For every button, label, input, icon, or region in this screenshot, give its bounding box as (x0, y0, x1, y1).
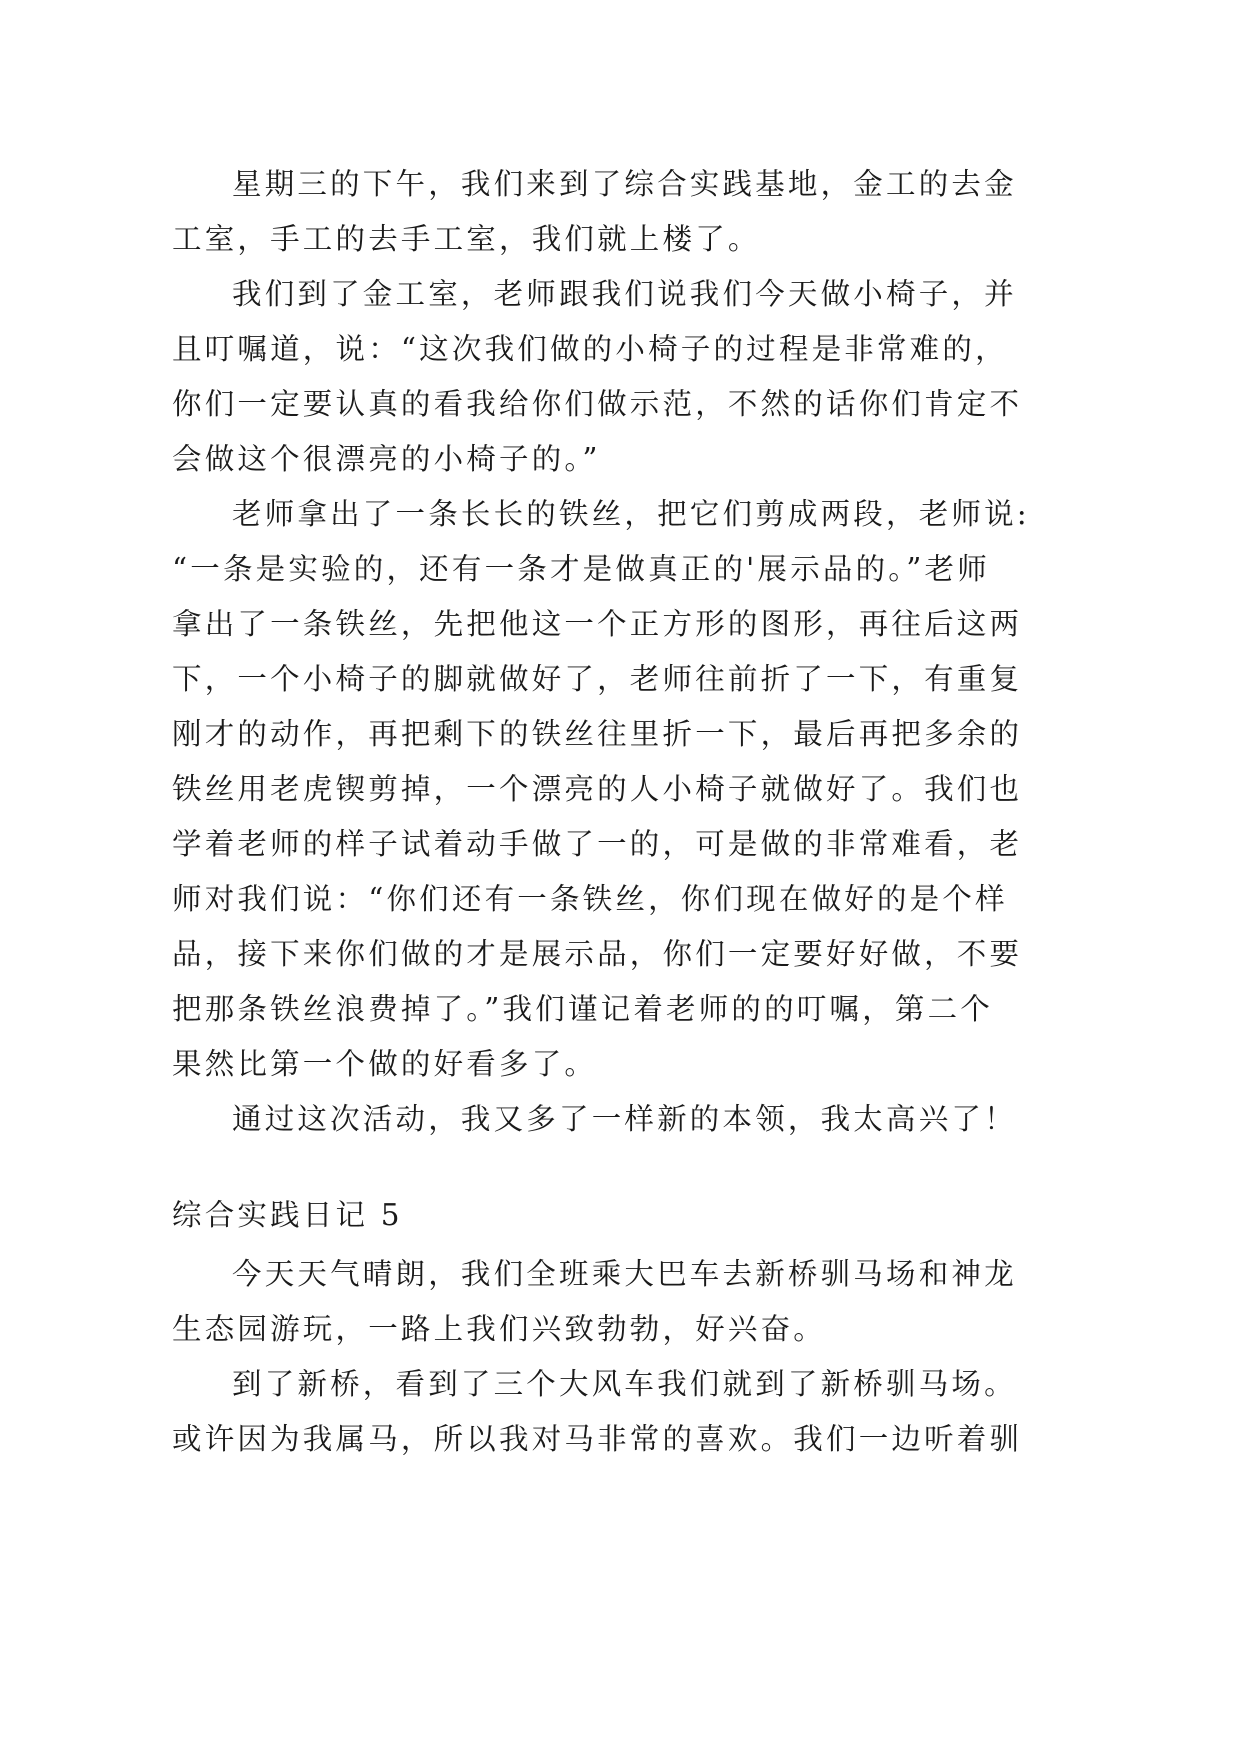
text-line: 下，一个小椅子的脚就做好了，老师往前折了一下，有重复 (172, 662, 1023, 696)
section-heading: 综合实践日记 5 (172, 1198, 403, 1232)
text-line: 星期三的下午，我们来到了综合实践基地，金工的去金 (232, 167, 1017, 201)
text-line: 果然比第一个做的好看多了。 (172, 1047, 598, 1081)
text-line: 或许因为我属马，所以我对马非常的喜欢。我们一边听着驯 (172, 1422, 1023, 1456)
text-line: 今天天气晴朗，我们全班乘大巴车去新桥驯马场和神龙 (232, 1257, 1017, 1291)
text-line: 老师拿出了一条长长的铁丝，把它们剪成两段，老师说: (232, 497, 1030, 531)
text-line: 师对我们说：“你们还有一条铁丝，你们现在做好的是个样 (172, 882, 1008, 916)
text-line: 且叮嘱道，说：“这次我们做的小椅子的过程是非常难的， (172, 332, 1008, 366)
text-line: 学着老师的样子试着动手做了一的，可是做的非常难看，老 (172, 827, 1023, 861)
text-line: 拿出了一条铁丝，先把他这一个正方形的图形，再往后这两 (172, 607, 1023, 641)
text-line: 品，接下来你们做的才是展示品，你们一定要好好做，不要 (172, 937, 1023, 971)
text-line: “一条是实验的，还有一条才是做真正的'展示品的。”老师 (172, 552, 990, 586)
text-line: 把那条铁丝浪费掉了。”我们谨记着老师的的叮嘱，第二个 (172, 992, 994, 1026)
text-line: 通过这次活动，我又多了一样新的本领，我太高兴了！ (232, 1102, 1017, 1136)
text-line: 生态园游玩，一路上我们兴致勃勃，好兴奋。 (172, 1312, 827, 1346)
text-line: 你们一定要认真的看我给你们做示范，不然的话你们肯定不 (172, 387, 1023, 421)
text-line: 刚才的动作，再把剩下的铁丝往里折一下，最后再把多余的 (172, 717, 1023, 751)
text-line: 铁丝用老虎锲剪掉，一个漂亮的人小椅子就做好了。我们也 (172, 772, 1023, 806)
text-line: 到了新桥，看到了三个大风车我们就到了新桥驯马场。 (232, 1367, 1017, 1401)
text-line: 我们到了金工室，老师跟我们说我们今天做小椅子，并 (232, 277, 1017, 311)
text-line: 会做这个很漂亮的小椅子的。” (172, 442, 601, 476)
text-line: 工室，手工的去手工室，我们就上楼了。 (172, 222, 761, 256)
